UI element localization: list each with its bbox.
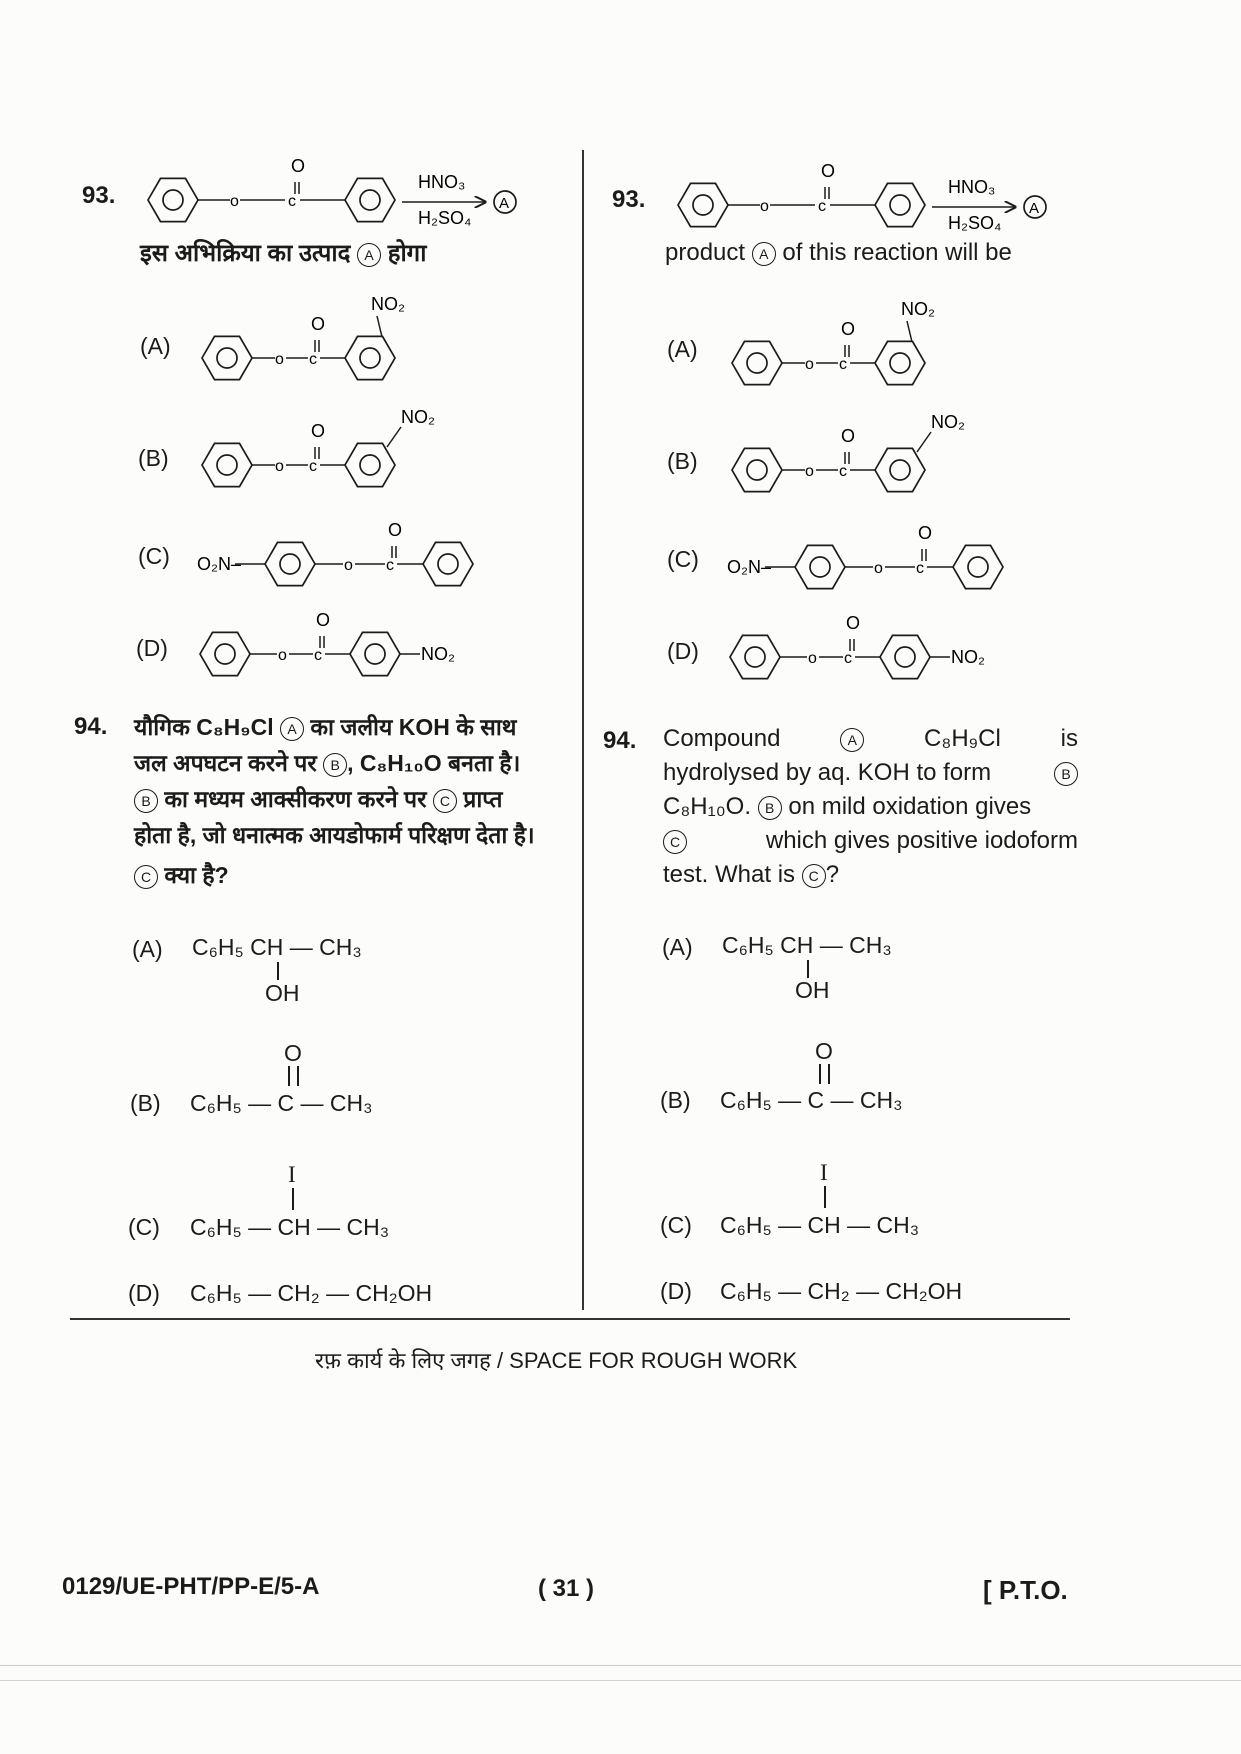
q93-option-b-structure-right	[725, 410, 1005, 510]
svg-text:O: O	[846, 613, 861, 633]
q94-option-b-formula-left: C₆H₅ — C — CH₃	[190, 1090, 373, 1116]
svg-text:O: O	[316, 610, 331, 630]
scan-edge-line	[0, 1680, 1241, 1681]
bottom-rule	[70, 1318, 1070, 1320]
q93-option-a-structure-right	[725, 295, 985, 395]
q94-option-b-double-bond-left	[288, 1066, 299, 1086]
q93-option-d-structure-left	[195, 600, 515, 690]
q93-reagent-bottom-left: H₂SO₄	[418, 208, 472, 228]
q93-option-c-structure-left	[195, 510, 515, 600]
svg-text:O: O	[311, 421, 326, 441]
q94-option-c-i-left: I	[288, 1162, 296, 1187]
svg-text:o: o	[805, 356, 814, 373]
q94-option-b-o-right: O	[815, 1038, 833, 1064]
scan-edge-line	[0, 1665, 1241, 1666]
q94-option-a-formula-left: C₆H₅ CH — CH₃	[192, 934, 362, 960]
q93-option-b-label-left[interactable]: (B)	[138, 445, 169, 471]
svg-text:c: c	[386, 557, 394, 574]
page-number: ( 31 )	[538, 1575, 595, 1602]
svg-text:c: c	[839, 463, 847, 480]
q94-option-b-o-left: O	[284, 1040, 302, 1066]
q93-number-left: 93.	[82, 182, 116, 209]
q93-option-b-label-right[interactable]: (B)	[667, 448, 698, 474]
svg-text:NO₂: NO₂	[931, 412, 965, 432]
svg-text:O: O	[388, 520, 403, 540]
svg-text:c: c	[314, 647, 322, 664]
q94-option-d-label-right[interactable]: (D)	[660, 1278, 692, 1304]
q94-option-a-oh-left: OH	[265, 980, 300, 1006]
svg-text:c: c	[309, 458, 317, 475]
q94-number-right: 94.	[603, 727, 637, 754]
q93-reagent-bottom-right: H₂SO₄	[948, 213, 1002, 233]
q94-option-a-label-right[interactable]: (A)	[662, 934, 693, 960]
q93-option-a-structure-left	[195, 290, 455, 390]
q93-option-c-label-left[interactable]: (C)	[138, 543, 170, 569]
symbol-a: A	[752, 242, 776, 266]
q94-option-b-label-right[interactable]: (B)	[660, 1087, 691, 1113]
svg-text:c: c	[818, 198, 826, 215]
svg-text:O: O	[311, 314, 326, 334]
q93-reaction-right	[670, 155, 1070, 245]
svg-text:O₂N–: O₂N–	[197, 554, 241, 574]
q93-number-right: 93.	[612, 186, 646, 213]
column-divider	[582, 150, 584, 1310]
svg-text:NO₂: NO₂	[951, 647, 985, 667]
q93-option-a-label-right[interactable]: (A)	[667, 336, 698, 362]
q94-option-a-oh-right: OH	[795, 977, 830, 1003]
q94-option-a-bond-left	[277, 962, 279, 980]
q93-option-d-label-right[interactable]: (D)	[667, 638, 699, 664]
q93-product-symbol-left: A	[499, 195, 510, 212]
svg-text:O: O	[918, 523, 933, 543]
q94-option-c-label-right[interactable]: (C)	[660, 1212, 692, 1238]
q94-option-b-double-bond-right	[819, 1064, 830, 1084]
q94-english-question: Compound A C₈H₉Cl is hydrolysed by aq. KOH to form B C₈H₁₀O. B on mild oxidation gives C which gives positive iodoform test. What is C ?	[663, 725, 1078, 888]
q94-option-a-bond-right	[807, 960, 809, 978]
svg-text:o: o	[275, 351, 284, 368]
q94-option-a-label-left[interactable]: (A)	[132, 936, 163, 962]
q93-option-d-label-left[interactable]: (D)	[136, 635, 168, 661]
svg-text:o: o	[230, 193, 239, 210]
symbol-a: A	[357, 243, 381, 267]
svg-text:c: c	[309, 351, 317, 368]
svg-text:o: o	[805, 463, 814, 480]
q94-option-c-formula-right: C₆H₅ — CH — CH₃	[720, 1212, 920, 1238]
paper-code: 0129/UE-PHT/PP-E/5-A	[62, 1573, 320, 1600]
svg-text:o: o	[760, 198, 769, 215]
q94-option-d-label-left[interactable]: (D)	[128, 1280, 160, 1306]
q93-option-a-label-left[interactable]: (A)	[140, 333, 171, 359]
q93-reagent-top-right: HNO₃	[948, 177, 996, 197]
svg-text:NO₂: NO₂	[401, 407, 435, 427]
svg-text:c: c	[288, 193, 296, 210]
q93-option-c-label-right[interactable]: (C)	[667, 546, 699, 572]
q94-option-c-i-right: I	[820, 1160, 828, 1185]
q93-reagent-top-left: HNO₃	[418, 172, 466, 192]
svg-text:O: O	[841, 426, 856, 446]
q94-option-b-label-left[interactable]: (B)	[130, 1090, 161, 1116]
q93-option-c-structure-right	[725, 513, 1045, 603]
svg-text:O₂N–: O₂N–	[727, 557, 771, 577]
q94-option-b-formula-right: C₆H₅ — C — CH₃	[720, 1087, 903, 1113]
q94-option-a-formula-right: C₆H₅ CH — CH₃	[722, 932, 892, 958]
svg-text:o: o	[344, 557, 353, 574]
svg-text:o: o	[874, 560, 883, 577]
svg-text:c: c	[839, 356, 847, 373]
q93-english-question: product A of this reaction will be	[665, 239, 1012, 266]
svg-text:O: O	[291, 156, 306, 176]
svg-text:NO₂: NO₂	[901, 299, 935, 319]
q93-product-symbol-right: A	[1029, 200, 1040, 217]
q94-option-d-formula-right: C₆H₅ — CH₂ — CH₂OH	[720, 1278, 963, 1304]
rough-work-label: रफ़ कार्य के लिए जगह / SPACE FOR ROUGH WORK	[315, 1348, 798, 1373]
q93-hindi-question: इस अभिक्रिया का उत्पाद A होगा	[140, 240, 427, 267]
q94-option-d-formula-left: C₆H₅ — CH₂ — CH₂OH	[190, 1280, 433, 1306]
q93-reaction-left	[140, 150, 540, 240]
svg-text:c: c	[844, 650, 852, 667]
svg-text:NO₂: NO₂	[421, 644, 455, 664]
q94-number-left: 94.	[74, 713, 108, 740]
q94-option-c-bond-right	[824, 1186, 826, 1208]
pto-label: [ P.T.O.	[983, 1575, 1068, 1605]
q94-option-c-label-left[interactable]: (C)	[128, 1214, 160, 1240]
svg-text:o: o	[278, 647, 287, 664]
svg-text:NO₂: NO₂	[371, 294, 405, 314]
q94-option-c-formula-left: C₆H₅ — CH — CH₃	[190, 1214, 390, 1240]
q94-hindi-question: यौगिक C₈H₉Cl A का जलीय KOH के साथ जल अपघटन करने पर B , C₈H₁₀O बनता है। B का मध्यम आक्सीकरण करने पर C प्राप्त होता है, जो धनात्मक आयडोफार्म परिक्षण देता है। C क्या है?	[134, 714, 535, 888]
q94-option-c-bond-left	[292, 1188, 294, 1210]
q93-option-d-structure-right	[725, 603, 1045, 693]
q93-option-b-structure-left	[195, 405, 475, 505]
svg-text:c: c	[916, 560, 924, 577]
svg-text:o: o	[275, 458, 284, 475]
svg-text:o: o	[808, 650, 817, 667]
svg-text:O: O	[841, 319, 856, 339]
svg-text:O: O	[821, 161, 836, 181]
